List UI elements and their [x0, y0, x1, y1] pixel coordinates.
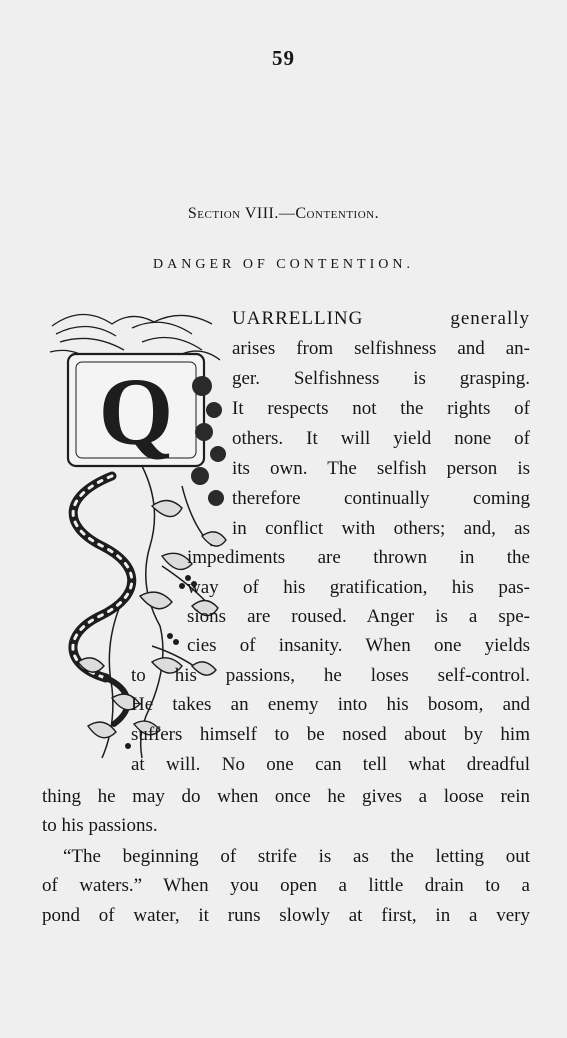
paragraph-1-line: its own. The selfish person is [232, 458, 530, 479]
paragraph-1-line: ger. Selfishness is grasping. [232, 368, 530, 389]
paragraph-1-line: sions are roused. Anger is a spe- [187, 606, 530, 627]
paragraph-1-line: way of his gratification, his pas- [187, 577, 530, 598]
paragraph-1-line: cies of insanity. When one yields [187, 635, 530, 656]
paragraph-1-line: thing he may do when once he gives a loose rein [42, 786, 530, 807]
paragraph-2-line: pond of water, it runs slowly at first, in a very [42, 905, 530, 926]
paragraph-1-line: He takes an enemy into his bosom, and [131, 694, 530, 715]
section-title: Section VIII.—Contention. [187, 205, 380, 222]
paragraph-1-line: in conflict with others; and, as [232, 518, 530, 539]
paragraph-1-line: It respects not the rights of [232, 398, 530, 419]
page-number: 59 [272, 46, 295, 70]
paragraph-2-line: “The beginning of strife is as the letting out [63, 846, 530, 867]
paragraph-1-line: impediments are thrown in the [187, 547, 530, 568]
paragraph-1-line: at will. No one can tell what dreadful [131, 754, 530, 775]
paragraph-1-line: to his passions. [42, 815, 158, 836]
paragraph-1-line: to his passions, he loses self-control. [131, 665, 530, 686]
paragraph-1-line: suffers himself to be nosed about by him [131, 724, 530, 745]
svg-text:Q: Q [98, 358, 174, 465]
paragraph-1-line: therefore continually coming [232, 488, 530, 509]
subtitle: DANGER OF CONTENTION. [153, 257, 414, 272]
paragraph-2-line: of waters.” When you open a little drain to a [42, 875, 530, 896]
paragraph-1-line: others. It will yield none of [232, 428, 530, 449]
paragraph-1-line: arises from selfishness and an- [232, 338, 530, 359]
paragraph-1-line: UARRELLING generally [232, 308, 530, 329]
